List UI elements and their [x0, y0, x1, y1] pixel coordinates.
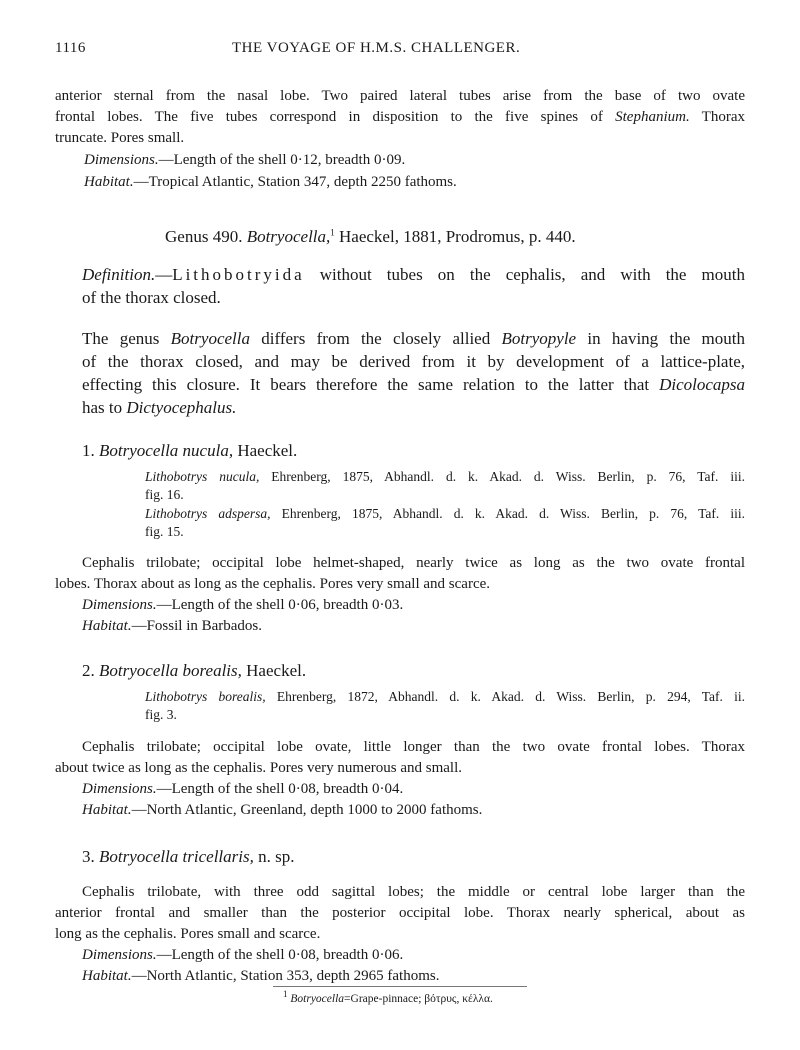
- description-line: Cephalis trilobate; occipital lobe ovate, little longer than the two ovate frontal lobes. Thorax: [82, 739, 745, 755]
- description-line: about twice as long as the cephalis. Pores very numerous and small.: [55, 760, 462, 776]
- dimensions-line: Dimensions.—Length of the shell 0·06, breadth 0·03.: [82, 597, 404, 613]
- habitat-line: Habitat.—North Atlantic, Station 353, depth 2965 fathoms.: [82, 968, 440, 984]
- paragraph-line: The genus Botryocella differs from the closely allied Botryopyle in having the mouth: [82, 329, 745, 348]
- habitat-line: Habitat.—Tropical Atlantic, Station 347, depth 2250 fathoms.: [84, 174, 457, 190]
- species-heading: 1. Botryocella nucula, Haeckel.: [82, 441, 298, 460]
- paragraph-line: truncate. Pores small.: [55, 130, 185, 146]
- dimensions-line: Dimensions.—Length of the shell 0·08, breadth 0·06.: [82, 947, 404, 963]
- dimensions-line: Dimensions.—Length of the shell 0·12, breadth 0·09.: [84, 152, 406, 168]
- synonym-line: fig. 16.: [145, 487, 184, 502]
- dimensions-line: Dimensions.—Length of the shell 0·08, breadth 0·04.: [82, 781, 404, 797]
- species-heading: 2. Botryocella borealis, Haeckel.: [82, 661, 307, 680]
- habitat-line: Habitat.—North Atlantic, Greenland, depth 1000 to 2000 fathoms.: [82, 802, 483, 818]
- description-line: lobes. Thorax about as long as the cephalis. Pores very small and scarce.: [55, 576, 491, 592]
- paragraph-line: has to Dictyocephalus.: [82, 398, 237, 417]
- synonym-line: fig. 15.: [145, 524, 184, 539]
- description-line: Cephalis trilobate, with three odd sagittal lobes; the middle or central lobe larger than the: [82, 884, 745, 900]
- footnote-rule: [273, 986, 527, 987]
- definition-line: of the thorax closed.: [82, 288, 221, 307]
- definition-line: Definition.—Lithobotryida without tubes on the cephalis, and with the mouth: [82, 265, 745, 284]
- synonym-line: Lithobotrys borealis, Ehrenberg, 1872, Abhandl. d. k. Akad. d. Wiss. Berlin, p. 294, Taf. ii.: [145, 689, 745, 704]
- synonym-line: fig. 3.: [145, 707, 177, 722]
- description-line: long as the cephalis. Pores small and scarce.: [55, 926, 321, 942]
- species-heading: 3. Botryocella tricellaris, n. sp.: [82, 847, 295, 866]
- running-title: THE VOYAGE OF H.M.S. CHALLENGER.: [232, 40, 521, 56]
- paragraph-line: frontal lobes. The five tubes correspond in disposition to the five spines of Stephanium. Thorax: [55, 109, 745, 125]
- page-number: 1116: [55, 40, 86, 56]
- description-line: anterior frontal and smaller than the posterior occipital lobe. Thorax nearly spherical, about as: [55, 905, 745, 921]
- paragraph-line: of the thorax closed, and may be derived from it by development of a lattice-plate,: [82, 352, 745, 371]
- paragraph-line: anterior sternal from the nasal lobe. Two paired lateral tubes arise from the base of two ovate: [55, 88, 745, 104]
- paragraph-line: effecting this closure. It bears therefore the same relation to the latter that Dicolocapsa: [82, 375, 745, 394]
- genus-heading: Genus 490. Botryocella,$^1$ Haeckel, 1881, Prodromus, p. 440.: [165, 227, 576, 246]
- synonym-line: Lithobotrys nucula, Ehrenberg, 1875, Abhandl. d. k. Akad. d. Wiss. Berlin, p. 76, Taf. iii.: [145, 469, 745, 484]
- footnote: $^1$ Botryocella=Grape-pinnace; βότρυς, κέλλα.: [283, 989, 493, 1005]
- taxon-name: Stephanium.: [615, 109, 690, 125]
- habitat-line: Habitat.—Fossil in Barbados.: [82, 618, 263, 634]
- synonym-line: Lithobotrys adspersa, Ehrenberg, 1875, Abhandl. d. k. Akad. d. Wiss. Berlin, p. 76, Taf. iii.: [145, 506, 745, 521]
- description-line: Cephalis trilobate; occipital lobe helmet-shaped, nearly twice as long as the two ovate frontal: [82, 555, 745, 571]
